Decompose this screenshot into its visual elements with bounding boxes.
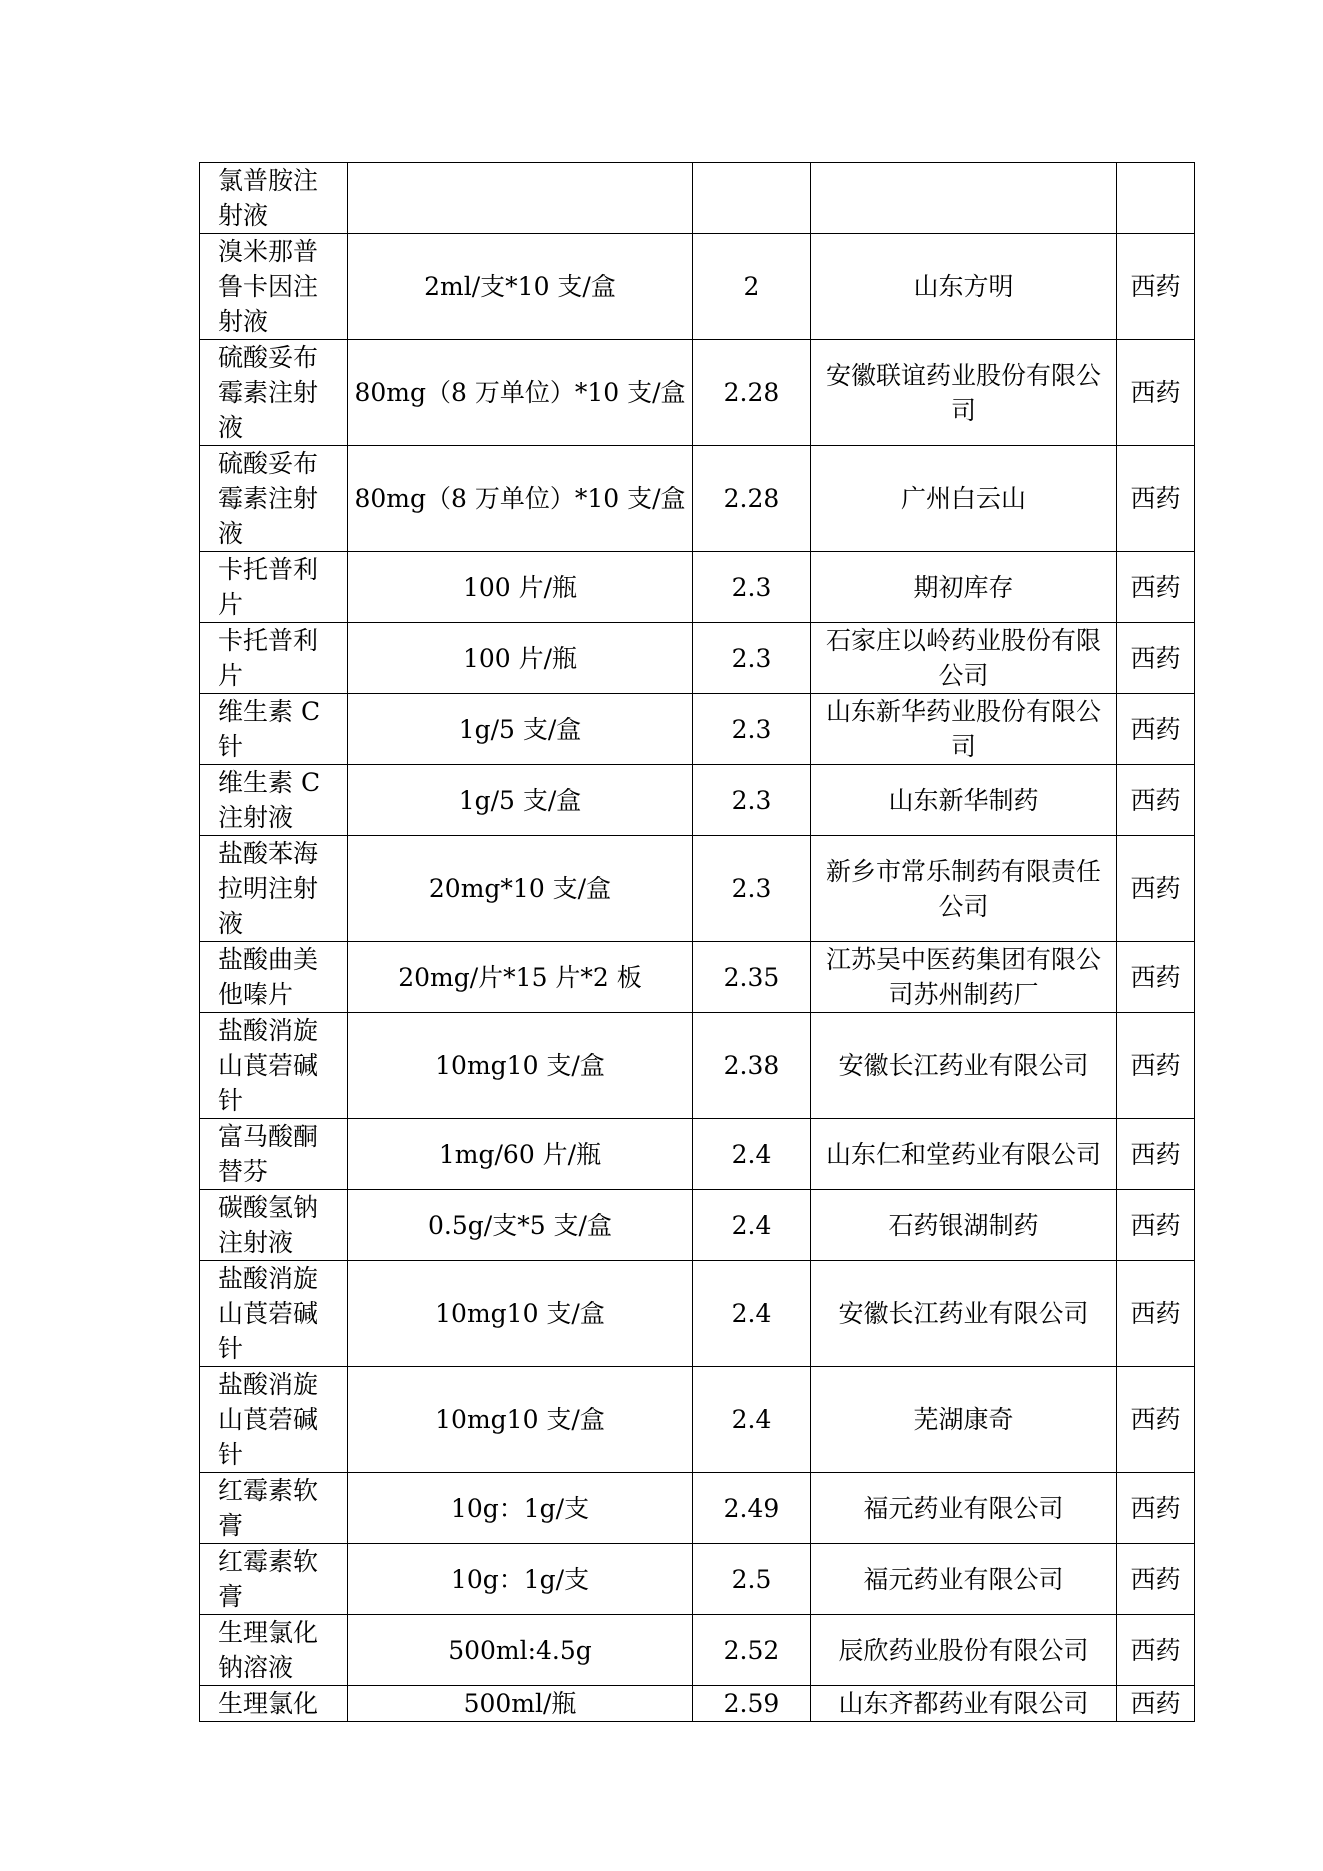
price-cell: 2.4 <box>693 1367 811 1473</box>
manufacturer-cell: 山东新华制药 <box>811 765 1117 836</box>
category-cell: 西药 <box>1117 1261 1195 1367</box>
manufacturer-cell: 安徽长江药业有限公司 <box>811 1013 1117 1119</box>
table-row <box>200 234 1195 340</box>
category-cell: 西药 <box>1117 552 1195 623</box>
table-row <box>200 623 1195 694</box>
category-cell <box>1117 163 1195 234</box>
table-row <box>200 942 1195 1013</box>
price-cell: 2.52 <box>693 1615 811 1686</box>
price-cell: 2.35 <box>693 942 811 1013</box>
manufacturer-cell: 山东仁和堂药业有限公司 <box>811 1119 1117 1190</box>
spec-cell: 2ml/支*10 支/盒 <box>348 234 693 340</box>
spec-cell: 80mg（8 万单位）*10 支/盒 <box>348 340 693 446</box>
price-cell: 2.4 <box>693 1261 811 1367</box>
category-cell: 西药 <box>1117 1013 1195 1119</box>
category-cell: 西药 <box>1117 836 1195 942</box>
drug-name-cell: 盐酸消旋山莨菪碱针 <box>200 1367 348 1473</box>
price-cell: 2.5 <box>693 1544 811 1615</box>
price-cell: 2.4 <box>693 1119 811 1190</box>
category-cell: 西药 <box>1117 1473 1195 1544</box>
price-cell: 2.28 <box>693 340 811 446</box>
price-cell: 2.38 <box>693 1013 811 1119</box>
category-cell: 西药 <box>1117 694 1195 765</box>
spec-cell: 20mg/片*15 片*2 板 <box>348 942 693 1013</box>
spec-cell: 10mg10 支/盒 <box>348 1261 693 1367</box>
table-row <box>200 1367 1195 1473</box>
table-row <box>200 1686 1195 1722</box>
table-row <box>200 765 1195 836</box>
spec-cell: 10g：1g/支 <box>348 1544 693 1615</box>
category-cell: 西药 <box>1117 1190 1195 1261</box>
spec-cell: 0.5g/支*5 支/盒 <box>348 1190 693 1261</box>
price-cell <box>693 163 811 234</box>
spec-cell: 10mg10 支/盒 <box>348 1013 693 1119</box>
manufacturer-cell: 安徽长江药业有限公司 <box>811 1261 1117 1367</box>
table-row <box>200 1473 1195 1544</box>
drug-name-cell: 盐酸消旋山莨菪碱针 <box>200 1261 348 1367</box>
manufacturer-cell: 江苏吴中医药集团有限公司苏州制药厂 <box>811 942 1117 1013</box>
manufacturer-cell <box>811 163 1117 234</box>
table-row <box>200 1261 1195 1367</box>
table-body <box>200 163 1195 1722</box>
spec-cell <box>348 163 693 234</box>
price-cell: 2.3 <box>693 694 811 765</box>
price-cell: 2.59 <box>693 1686 811 1722</box>
drug-name-cell: 维生素 C 注射液 <box>200 765 348 836</box>
manufacturer-cell: 新乡市常乐制药有限责任公司 <box>811 836 1117 942</box>
drug-name-cell: 红霉素软膏 <box>200 1544 348 1615</box>
manufacturer-cell: 山东新华药业股份有限公司 <box>811 694 1117 765</box>
price-cell: 2.49 <box>693 1473 811 1544</box>
manufacturer-cell: 山东方明 <box>811 234 1117 340</box>
spec-cell: 1g/5 支/盒 <box>348 765 693 836</box>
manufacturer-cell: 期初库存 <box>811 552 1117 623</box>
table-row <box>200 1544 1195 1615</box>
price-cell: 2.4 <box>693 1190 811 1261</box>
manufacturer-cell: 安徽联谊药业股份有限公司 <box>811 340 1117 446</box>
manufacturer-cell: 福元药业有限公司 <box>811 1473 1117 1544</box>
table-row <box>200 1190 1195 1261</box>
category-cell: 西药 <box>1117 623 1195 694</box>
spec-cell: 100 片/瓶 <box>348 623 693 694</box>
spec-cell: 80mg（8 万单位）*10 支/盒 <box>348 446 693 552</box>
drug-name-cell: 盐酸苯海拉明注射液 <box>200 836 348 942</box>
category-cell: 西药 <box>1117 1615 1195 1686</box>
drug-name-cell: 卡托普利片 <box>200 552 348 623</box>
table-row <box>200 446 1195 552</box>
price-cell: 2.3 <box>693 623 811 694</box>
spec-cell: 20mg*10 支/盒 <box>348 836 693 942</box>
category-cell: 西药 <box>1117 1544 1195 1615</box>
category-cell: 西药 <box>1117 340 1195 446</box>
drug-name-cell: 红霉素软膏 <box>200 1473 348 1544</box>
spec-cell: 10g：1g/支 <box>348 1473 693 1544</box>
table-row <box>200 552 1195 623</box>
drug-name-cell: 盐酸消旋山莨菪碱针 <box>200 1013 348 1119</box>
category-cell: 西药 <box>1117 234 1195 340</box>
manufacturer-cell: 福元药业有限公司 <box>811 1544 1117 1615</box>
price-cell: 2.3 <box>693 836 811 942</box>
drug-name-cell: 富马酸酮替芬 <box>200 1119 348 1190</box>
drug-price-table <box>199 162 1195 1722</box>
table-row <box>200 836 1195 942</box>
drug-name-cell: 盐酸曲美他嗪片 <box>200 942 348 1013</box>
table-row <box>200 1615 1195 1686</box>
drug-name-cell: 生理氯化钠溶液 <box>200 1615 348 1686</box>
manufacturer-cell: 广州白云山 <box>811 446 1117 552</box>
drug-name-cell: 硫酸妥布霉素注射液 <box>200 446 348 552</box>
manufacturer-cell: 辰欣药业股份有限公司 <box>811 1615 1117 1686</box>
drug-name-cell: 硫酸妥布霉素注射液 <box>200 340 348 446</box>
category-cell: 西药 <box>1117 446 1195 552</box>
spec-cell: 10mg10 支/盒 <box>348 1367 693 1473</box>
drug-name-cell: 维生素 C 针 <box>200 694 348 765</box>
drug-name-cell: 生理氯化 <box>200 1686 348 1722</box>
price-cell: 2.3 <box>693 552 811 623</box>
spec-cell: 100 片/瓶 <box>348 552 693 623</box>
category-cell: 西药 <box>1117 1119 1195 1190</box>
table-row <box>200 163 1195 234</box>
category-cell: 西药 <box>1117 765 1195 836</box>
drug-name-cell: 卡托普利片 <box>200 623 348 694</box>
table-row <box>200 340 1195 446</box>
category-cell: 西药 <box>1117 1686 1195 1722</box>
spec-cell: 1g/5 支/盒 <box>348 694 693 765</box>
table-row <box>200 1013 1195 1119</box>
table-row <box>200 1119 1195 1190</box>
drug-name-cell: 碳酸氢钠注射液 <box>200 1190 348 1261</box>
category-cell: 西药 <box>1117 942 1195 1013</box>
manufacturer-cell: 山东齐都药业有限公司 <box>811 1686 1117 1722</box>
category-cell: 西药 <box>1117 1367 1195 1473</box>
spec-cell: 500ml:4.5g <box>348 1615 693 1686</box>
manufacturer-cell: 石药银湖制药 <box>811 1190 1117 1261</box>
drug-name-cell: 氯普胺注射液 <box>200 163 348 234</box>
price-cell: 2 <box>693 234 811 340</box>
spec-cell: 1mg/60 片/瓶 <box>348 1119 693 1190</box>
price-cell: 2.3 <box>693 765 811 836</box>
table-row <box>200 694 1195 765</box>
spec-cell: 500ml/瓶 <box>348 1686 693 1722</box>
drug-name-cell: 溴米那普鲁卡因注射液 <box>200 234 348 340</box>
price-cell: 2.28 <box>693 446 811 552</box>
manufacturer-cell: 石家庄以岭药业股份有限公司 <box>811 623 1117 694</box>
manufacturer-cell: 芜湖康奇 <box>811 1367 1117 1473</box>
